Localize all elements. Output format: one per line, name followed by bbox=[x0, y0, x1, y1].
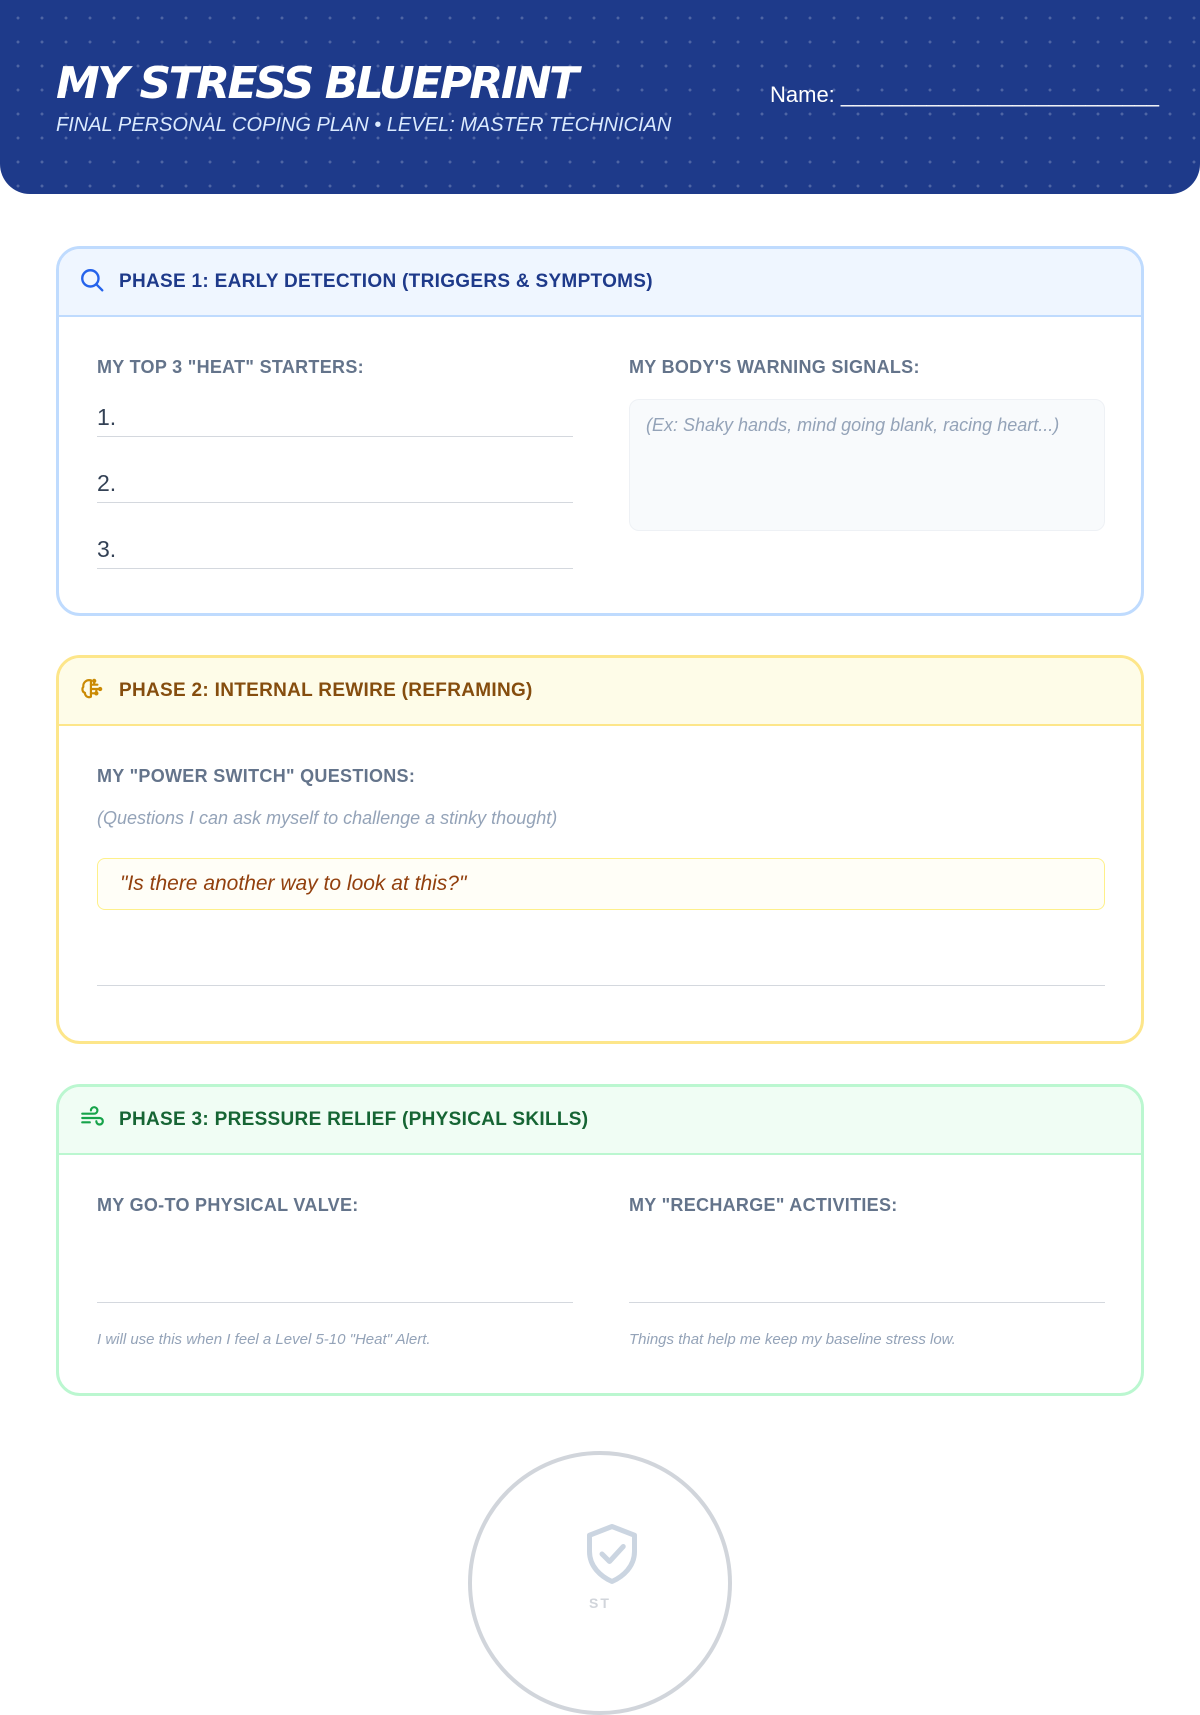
example-question-box[interactable]: "Is there another way to look at this?" bbox=[97, 858, 1105, 910]
completion-badge bbox=[468, 1451, 732, 1715]
phase-3-title: PHASE 3: PRESSURE RELIEF (PHYSICAL SKILLS) bbox=[119, 1109, 589, 1130]
badge-text: ST bbox=[589, 1595, 611, 1611]
recharge-answer-line[interactable] bbox=[629, 1302, 1105, 1303]
page-title: MY STRESS BLUEPRINT bbox=[56, 58, 577, 109]
question-answer-line[interactable] bbox=[97, 985, 1105, 986]
phase-2-card bbox=[56, 655, 1144, 1044]
trigger-line-1[interactable]: 1. bbox=[97, 397, 573, 437]
triggers-label: MY TOP 3 "HEAT" STARTERS: bbox=[97, 357, 364, 377]
wind-icon bbox=[79, 1105, 119, 1136]
valve-label: MY GO-TO PHYSICAL VALVE: bbox=[97, 1195, 359, 1215]
name-field[interactable]: Name: __________________________ bbox=[770, 82, 1160, 107]
page-header bbox=[0, 0, 1200, 194]
valve-answer-line[interactable] bbox=[97, 1302, 573, 1303]
recharge-note: Things that help me keep my baseline stress low. bbox=[629, 1331, 956, 1348]
questions-hint: (Questions I can ask myself to challenge a stinky thought) bbox=[97, 808, 558, 828]
phase-1-header bbox=[59, 249, 1141, 317]
page-subtitle: FINAL PERSONAL COPING PLAN • LEVEL: MASTER TECHNICIAN bbox=[56, 114, 672, 136]
phase-3-header bbox=[59, 1087, 1141, 1155]
signals-label: MY BODY'S WARNING SIGNALS: bbox=[629, 357, 920, 377]
questions-label: MY "POWER SWITCH" QUESTIONS: bbox=[97, 766, 416, 786]
phase-1-card bbox=[56, 246, 1144, 616]
recharge-label: MY "RECHARGE" ACTIVITIES: bbox=[629, 1195, 898, 1215]
phase-2-title: PHASE 2: INTERNAL REWIRE (REFRAMING) bbox=[119, 680, 533, 701]
trigger-line-2[interactable]: 2. bbox=[97, 463, 573, 503]
signals-textarea[interactable]: (Ex: Shaky hands, mind going blank, racing heart...) bbox=[629, 399, 1105, 531]
phase-2-header bbox=[59, 658, 1141, 726]
phase-1-title: PHASE 1: EARLY DETECTION (TRIGGERS & SYMPTOMS) bbox=[119, 271, 653, 292]
trigger-line-3[interactable]: 3. bbox=[97, 529, 573, 569]
brain-icon bbox=[79, 676, 119, 707]
valve-note: I will use this when I feel a Level 5-10 "Heat" Alert. bbox=[97, 1331, 431, 1348]
phase-3-card bbox=[56, 1084, 1144, 1396]
search-icon bbox=[79, 267, 119, 298]
